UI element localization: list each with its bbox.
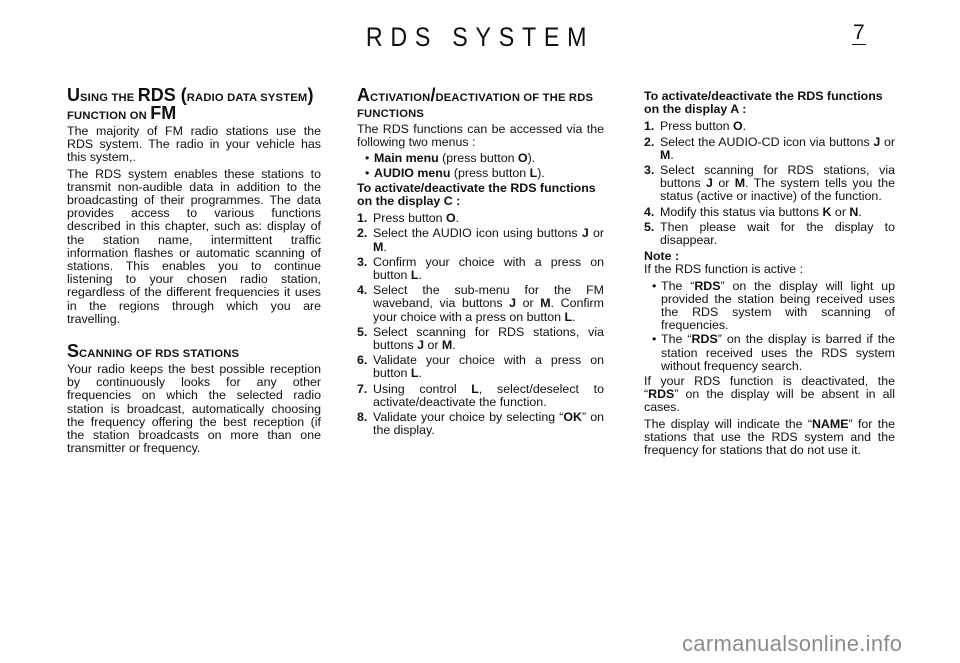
step-item: 2. Select the AUDIO icon using buttons J or M.: [357, 226, 604, 254]
section-heading-scanning: SCANNING OF RDS STATIONS: [67, 341, 240, 362]
step-item: 2. Select the AUDIO-CD icon via buttons J or M.: [644, 134, 895, 162]
subheading-display-c: To activate/deactivate the RDS functions on the display C :: [357, 180, 596, 209]
step-item: 4. Modify this status via buttons K or N.: [644, 204, 862, 219]
paragraph-menus-intro: The RDS functions can be accessed via the following two menus :: [357, 122, 604, 150]
column-activation: [357, 85, 604, 439]
menu-list: [365, 152, 604, 179]
step-item: 7. Using control L, select/deselect to activate/deactivate the function.: [357, 381, 604, 409]
subheading-display-a: To activate/deactivate the RDS functions on the display A :: [644, 89, 883, 117]
step-item: 4. Select the sub-menu for the FM waveband, via buttons J or M. Confirm your choice with a press on button L.: [357, 283, 604, 324]
paragraph-intro: The majority of FM radio stations use the RDS system. The radio in your vehicle has this system,.: [67, 124, 321, 165]
list-item: • AUDIO menu (press button L).: [365, 167, 604, 180]
note-label: Note :: [644, 249, 680, 264]
steps-display-a: [644, 120, 895, 247]
column-display-a: [644, 90, 895, 460]
step-item: 6. Validate your choice with a press on button L.: [357, 353, 604, 381]
list-item: • The “RDS” on the display is barred if the station received uses the RDS system without frequency search.: [652, 333, 895, 373]
list-item: • The “RDS” on the display will light up provided the station being received uses the RDS system with scanning of frequencies.: [652, 280, 895, 333]
watermark-link[interactable]: carmanualsonline.info: [682, 631, 903, 656]
step-item: 5. Select scanning for RDS stations, via buttons J or M.: [357, 324, 604, 353]
step-item: 3. Confirm your choice with a press on button L.: [357, 254, 604, 283]
step-item: 8. Validate your choice by selecting “OK” on the display.: [357, 410, 604, 438]
column-using-rds: [67, 85, 321, 458]
note-bullets: [652, 280, 895, 373]
note-intro: If the RDS function is active :: [644, 262, 804, 277]
paragraph-deactivated: If your RDS function is deactivated, the “RDS” on the display will be absent in all cases.: [644, 374, 895, 415]
step-item: 1. Press button O.: [357, 211, 460, 226]
section-heading-using-rds: USING THE RDS (RADIO DATA SYSTEM) FUNCTION ON FM: [67, 85, 314, 123]
step-item: 5. Then please wait for the display to disappear.: [644, 219, 895, 248]
paragraph-name-display: The display will indicate the “NAME” for the stations that use the RDS system and the frequency for stations that do not use it.: [644, 416, 895, 458]
section-heading-activation: ACTIVATION/DEACTIVATION OF THE RDS FUNCTIONS: [357, 85, 594, 120]
step-item: 1. Press button O.: [644, 119, 747, 134]
paragraph-scanning: Your radio keeps the best possible reception by continuously looks for any other frequencies on which the selected radio station is broadcast, automatically choosing the frequency offering the best reception (if the station broadcasts on more than one transmitter or frequency.: [67, 362, 321, 456]
paragraph-rds-description: The RDS system enables these stations to transmit non-audible data in addition to the broadcasting of their programmes. The data provides access to various functions described in this chapter, such as: display of the station name, intermittent traffic information flashes or automatic scanning of stations. This enables you to continue listening to your chosen radio station, regardless of the different frequencies it uses in the regions through which you are travelling.: [67, 166, 321, 326]
page-number: 7: [853, 21, 865, 44]
page-title: RDS SYSTEM: [365, 22, 595, 52]
steps-display-c: [357, 212, 604, 437]
list-item: • Main menu (press button O).: [365, 152, 604, 165]
step-item: 3. Select scanning for RDS stations, via buttons J or M. The system tells you the status (active or inactive) of the function.: [644, 163, 895, 204]
